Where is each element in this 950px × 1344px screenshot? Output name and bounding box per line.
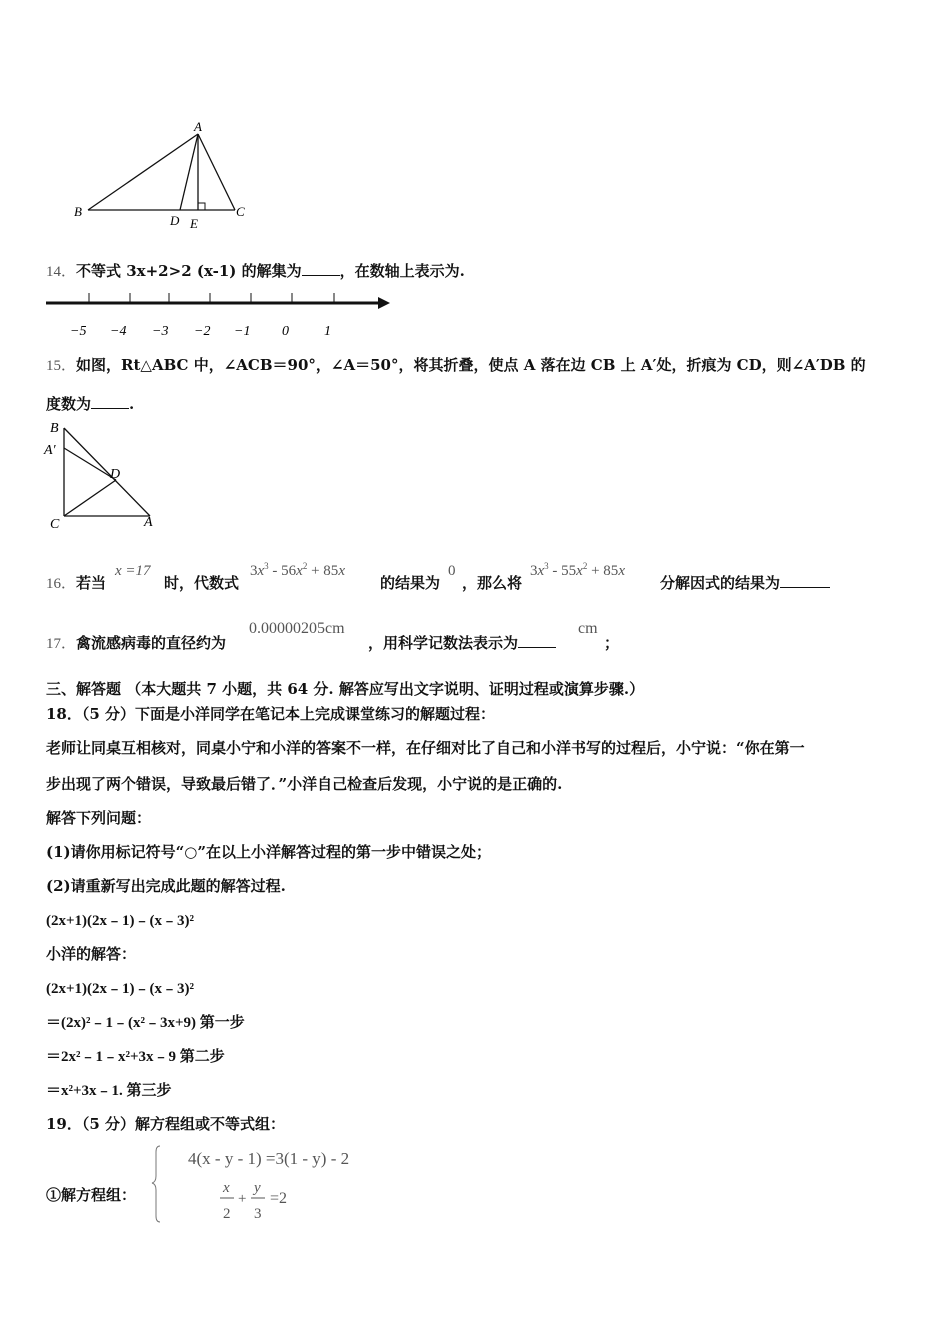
question-14: 14．不等式 3x+2>2 (x-1) 的解集为 ，在数轴上表示为. [46,262,465,280]
expr-x-17: x =17 [115,563,151,579]
q18-solution-label: 小洋的解答： [46,945,137,963]
question-16: 16．若当 [46,574,107,592]
label-d: D [170,213,180,228]
q16-text-3: 的结果为 [380,574,441,592]
label-e: E [190,216,198,231]
q18-step-3: ＝x²+3x﹣1. 第三步 [46,1083,172,1099]
section-3-title: 三、解答题 （本大题共 7 小题，共 64 分. 解答应写出文字说明、证明过程或演算步骤.） [46,680,645,698]
tick-label: −3 [152,324,169,339]
q18-part-1: (1)请你用标记符号“○”在以上小洋解答过程的第一步中错误之处； [46,843,491,861]
equation-2-rhs: =2 [270,1190,288,1207]
tick-label: 1 [324,324,331,339]
tick-label: −5 [70,324,87,339]
q18-step-1: ＝(2x)²﹣1﹣(x²﹣3x+9) 第一步 [46,1015,245,1031]
tick-label: −4 [110,324,127,339]
q18-para-2: 步出现了两个错误，导致最后错了．”小洋自己检查后发现，小宁说的是正确的. [46,775,563,793]
question-15: 15．如图，Rt△ABC 中，∠ACB＝90°，∠A＝50°，将其折叠，使点 A 落在边 CB 上 A′处，折痕为 CD，则∠A′DB 的 [46,356,866,374]
expr-poly-2: $3x^3 - 55x^2 + 85x$ [530,561,625,579]
expr-zero: 0 [448,563,456,579]
label-d: D [110,467,121,482]
q16-text-2: 时，代数式 [164,574,240,592]
q18-step-2: ＝2x²﹣1﹣x²+3x﹣9 第二步 [46,1049,225,1065]
segment-ac [198,134,235,210]
triangle-figure-15 [42,418,172,536]
diameter-value: 0.00000205cm [249,620,345,637]
q18-para-3: 解答下列问题： [46,809,152,827]
tick-label: 0 [282,324,289,339]
q19-label: ①解方程组： [46,1186,137,1204]
label-c: C [236,204,245,219]
label-a: A [194,119,202,134]
question-18-head: 18．（5 分）下面是小洋同学在笔记本上完成课堂练习的解题过程： [46,705,496,723]
frac-x-num: x [223,1180,230,1196]
label-c: C [50,517,60,532]
triangle-figure-13 [70,118,260,236]
question-17: 17．禽流感病毒的直径约为 [46,634,227,652]
segment-ad [180,134,198,210]
plus-sign: + [238,1191,247,1207]
tick-label: −1 [234,324,251,339]
q17-text-3: ； [604,634,620,652]
label-b: B [74,204,82,219]
brace-icon [152,1146,160,1222]
q18-part-2: (2)请重新写出完成此题的解答过程. [46,877,286,895]
equation-system [150,1142,370,1226]
q16-text-5: 分解因式的结果为 [660,572,830,593]
label-a: A [144,515,153,530]
question-15-line2: 度数为 . [46,395,135,413]
label-b: B [50,421,59,436]
arrow-icon [378,297,390,309]
q16-text-4: ，那么将 [462,574,523,592]
frac-y-den: 3 [254,1206,262,1222]
q18-expression-2: (2x+1)(2x﹣1)﹣(x﹣3)² [46,981,195,997]
segment-ab [88,134,198,210]
right-angle-mark [198,203,205,210]
equation-1: 4(x - y - 1) =3(1 - y) - 2 [188,1149,350,1168]
expr-poly-1: $3x^3 - 56x^2 + 85x$ [250,561,345,579]
q18-para-1: 老师让同桌互相核对，同桌小宁和小洋的答案不一样，在仔细对比了自己和小洋书写的过程后，小宁说：“你在第一 [46,739,805,757]
question-19-head: 19．（5 分）解方程组或不等式组： [46,1115,286,1133]
unit-cm: cm [578,620,598,637]
tick-label: −2 [194,324,211,339]
frac-x-den: 2 [223,1206,231,1222]
frac-y-num: y [254,1180,261,1196]
q18-expression: (2x+1)(2x﹣1)﹣(x﹣3)² [46,913,195,929]
q17-text-2: ，用科学记数法表示为 [368,632,556,653]
number-line [44,291,394,343]
label-a-prime: A′ [44,443,56,458]
